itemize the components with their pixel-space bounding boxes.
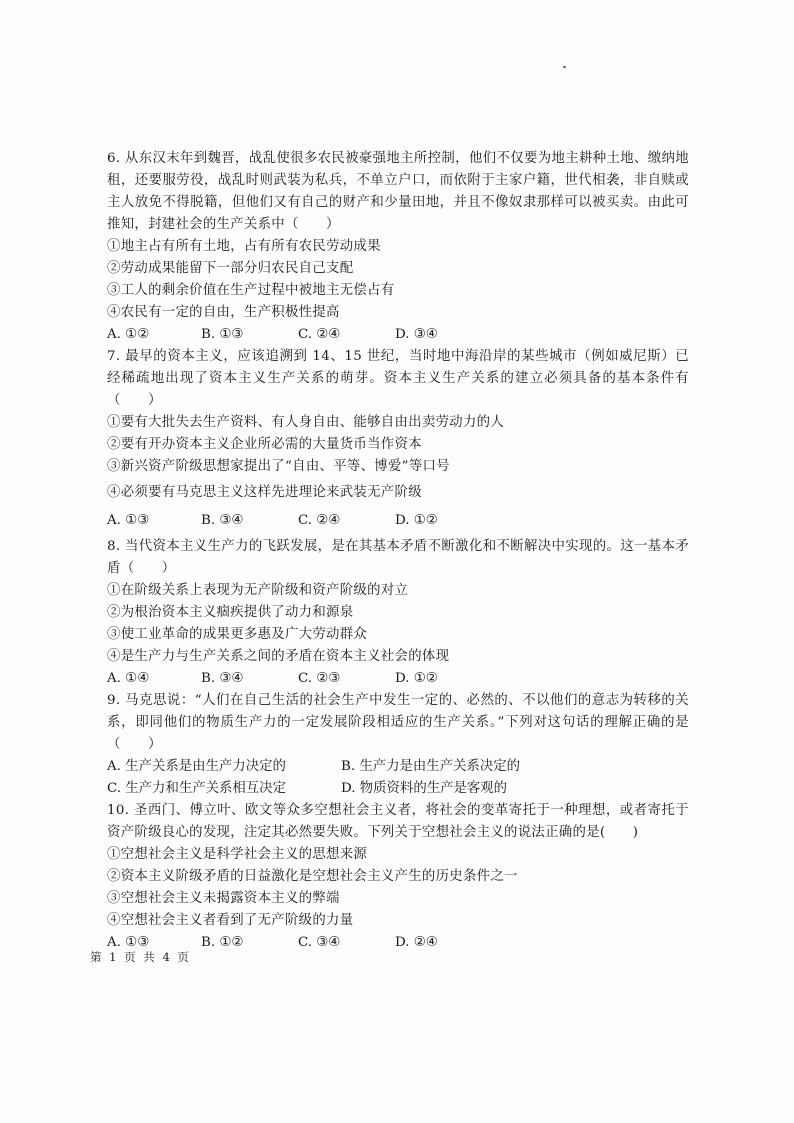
- answer-choice-b: B. ③④: [201, 671, 244, 686]
- question-10: [107, 800, 689, 954]
- answer-choices: [107, 510, 689, 532]
- question-list: [107, 148, 689, 954]
- answer-choice-a: A. ①③: [107, 935, 150, 950]
- page-number: 第 1 页 共 4 页: [90, 950, 191, 964]
- answer-choice-a: A. ①④: [107, 671, 150, 686]
- question-9: [107, 690, 689, 800]
- answer-choice-a: A. 生产关系是由生产力决定的: [107, 759, 286, 774]
- question-8: [107, 536, 689, 690]
- answer-choice-d: D. ①②: [395, 671, 438, 686]
- option-statement: ①地主占有所有土地，占有所有农民劳动成果: [107, 239, 381, 254]
- option-statement: ④空想社会主义者看到了无产阶级的力量: [107, 913, 354, 928]
- answer-choice-c: C. 生产力和生产关系相互决定: [107, 781, 286, 796]
- answer-choice-c: C. ②④: [298, 513, 341, 528]
- option-statement: ①要有大批失去生产资料、有人身自由、能够自由出卖劳动力的人: [107, 415, 505, 430]
- question-stem: 10. 圣西门、傅立叶、欧文等众多空想社会主义者，将社会的变革寄托于一种理想，或者寄托于资产阶级良心的发现，注定其必然要失败。下列关于空想社会主义的说法正确的是( ): [107, 803, 689, 840]
- answer-choice-d: D. ③④: [395, 327, 438, 342]
- answer-choice-c: C. ②③: [298, 671, 341, 686]
- option-statement: ④必须要有马克思主义这样先进理论来武装无产阶级: [107, 485, 422, 500]
- answer-choice-a: A. ①③: [107, 513, 150, 528]
- question-6: [107, 148, 689, 346]
- answer-choice-b: B. ①②: [201, 935, 244, 950]
- option-statement: ①在阶级关系上表现为无产阶级和资产阶级的对立: [107, 583, 409, 598]
- answer-choice-a: A. ①②: [107, 327, 150, 342]
- answer-choices: [107, 932, 689, 954]
- answer-choice-c: C. ②④: [298, 327, 341, 342]
- option-statement: ③新兴资产阶级思想家提出了“自由、平等、博爱”等口号: [107, 459, 450, 474]
- question-stem: 6. 从东汉末年到魏晋，战乱使很多农民被豪强地主所控制，他们不仅要为地主耕种土地、缴纳地租，还要服劳役，战乱时则武装为私兵，不单立户口，而依附于主家户籍，世代相袭，非自赎或主人放免不得脱籍，但他们又有自己的财产和少量田地，并且不像奴隶那样可以被买卖。由此可推知，封建社会的生产关系中（ ）: [107, 151, 689, 232]
- answer-choices: [107, 668, 689, 690]
- answer-choices: [107, 324, 689, 346]
- answer-choice-b: B. 生产力是由生产关系决定的: [341, 759, 521, 774]
- option-statement: ③使工业革命的成果更多惠及广大劳动群众: [107, 627, 368, 642]
- option-statement: ②为根治资本主义痼疾提供了动力和源泉: [107, 605, 354, 620]
- option-statement: ②资本主义阶级矛盾的日益激化是空想社会主义产生的历史条件之一: [107, 869, 518, 884]
- option-statement: ②要有开办资本主义企业所必需的大量货币当作资本: [107, 437, 422, 452]
- scan-speck: [563, 66, 566, 68]
- answer-choice-b: B. ①③: [201, 327, 244, 342]
- question-stem: 9. 马克思说：“人们在自己生活的社会生产中发生一定的、必然的、不以他们的意志为转移的关系，即同他们的物质生产力的一定发展阶段相适应的生产关系。”下列对这句话的理解正确的是（ ）: [107, 693, 689, 752]
- question-stem: 8. 当代资本主义生产力的飞跃发展，是在其基本矛盾不断激化和不断解决中实现的。这一基本矛盾（ ）: [107, 539, 689, 576]
- option-statement: ③空想社会主义未揭露资本主义的弊端: [107, 891, 340, 906]
- option-statement: ③工人的剩余价值在生产过程中被地主无偿占有: [107, 283, 395, 298]
- answer-choice-c: C. ③④: [298, 935, 341, 950]
- answer-choice-d: D. 物质资料的生产是客观的: [341, 781, 508, 796]
- option-statement: ④农民有一定的自由，生产积极性提高: [107, 305, 340, 320]
- option-statement: ④是生产力与生产关系之间的矛盾在资本主义社会的体现: [107, 649, 450, 664]
- answer-choice-d: D. ②④: [395, 935, 438, 950]
- answer-choices-row: [107, 778, 689, 800]
- answer-choice-d: D. ①②: [395, 513, 438, 528]
- answer-choices-row: [107, 756, 689, 778]
- option-statement: ①空想社会主义是科学社会主义的思想来源: [107, 847, 368, 862]
- option-statement: ②劳动成果能留下一部分归农民自己支配: [107, 261, 354, 276]
- question-7: [107, 346, 689, 532]
- question-stem: 7. 最早的资本主义，应该追溯到 14、15 世纪，当时地中海沿岸的某些城市（例如威尼斯）已经稀疏地出现了资本主义生产关系的萌芽。资本主义生产关系的建立必须具备的基本条件有（ ）: [107, 349, 689, 408]
- answer-choice-b: B. ③④: [201, 513, 244, 528]
